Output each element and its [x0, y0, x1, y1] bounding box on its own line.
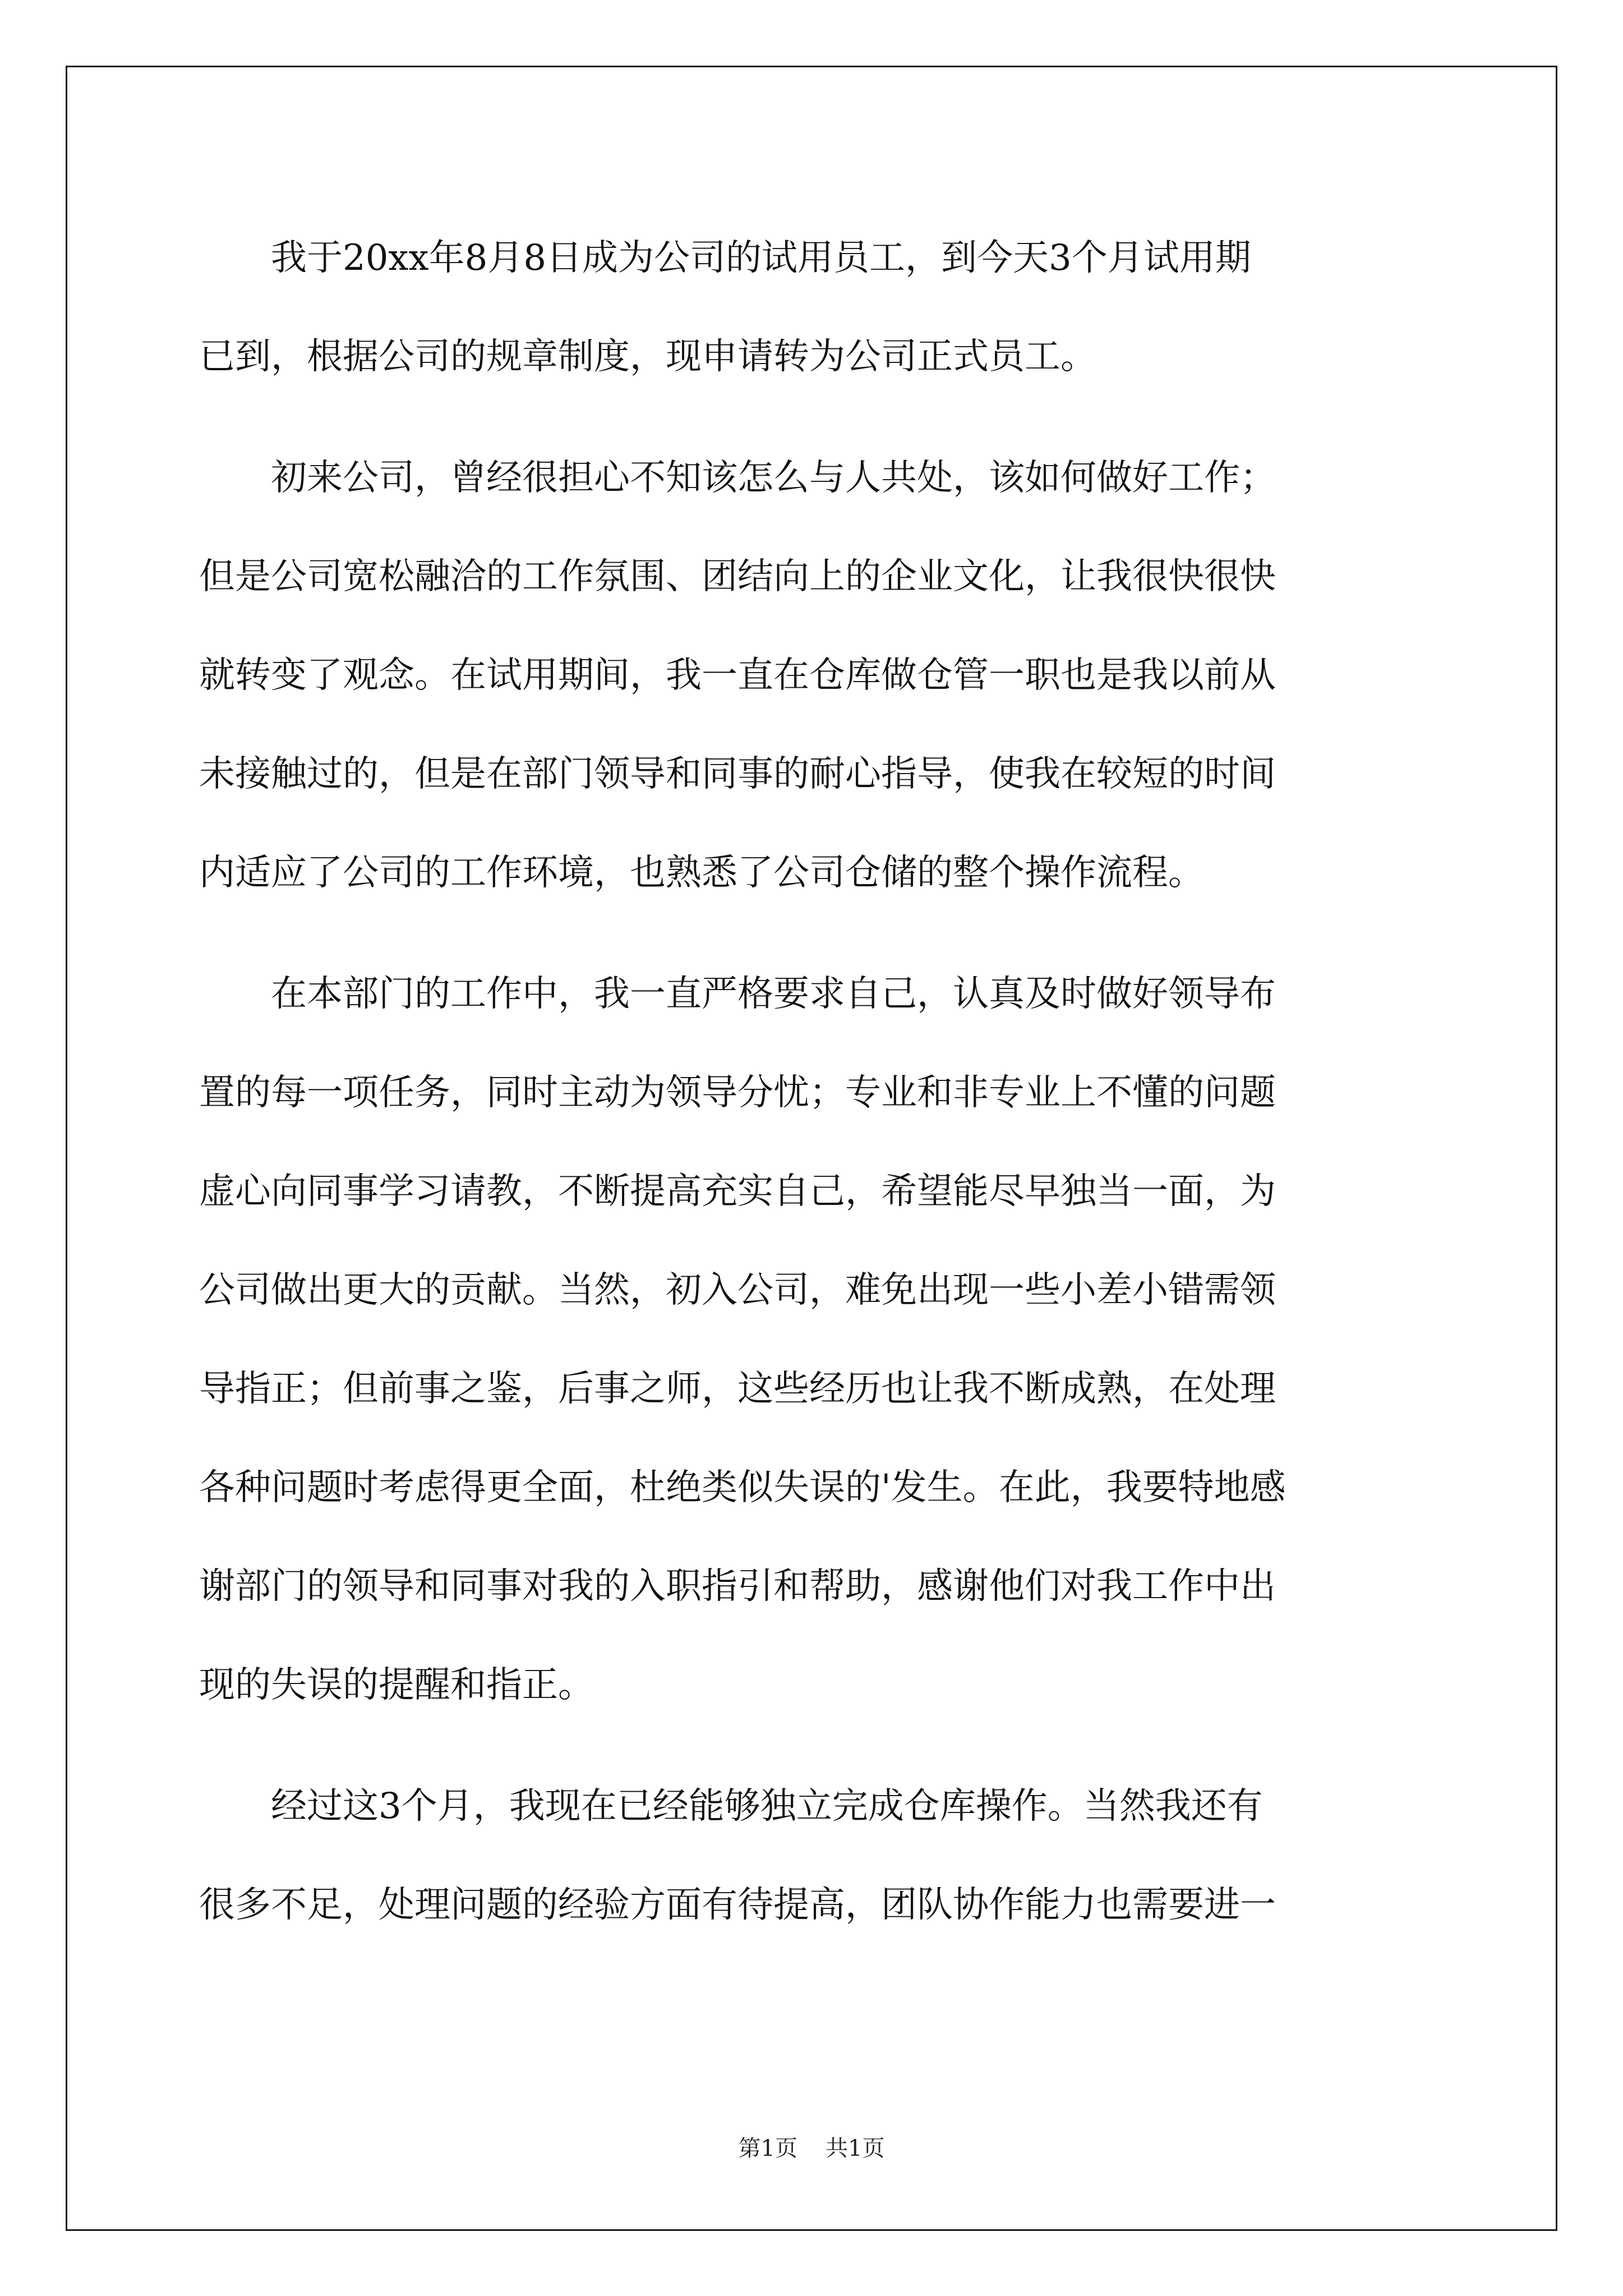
- page-total: 共1页: [826, 2136, 885, 2161]
- text-line: 未接触过的，但是在部门领导和同事的耐心指导，使我在较短的时间: [199, 753, 1276, 795]
- text-line: 各种问题时考虑得更全面，杜绝类似失误的'发生。在此，我要特地感: [199, 1467, 1286, 1508]
- text-line: 经过这3个月，我现在已经能够独立完成仓库操作。当然我还有: [199, 1786, 1263, 1827]
- text-line: 公司做出更大的贡献。当然，初入公司，难免出现一些小差小错需领: [199, 1269, 1276, 1311]
- text-line: 初来公司，曾经很担心不知该怎么与人共处，该如何做好工作；: [199, 457, 1276, 499]
- text-line: 导指正；但前事之鉴，后事之师，这些经历也让我不断成熟，在处理: [199, 1368, 1276, 1410]
- text-line: 已到，根据公司的规章制度，现申请转为公司正式员工。: [199, 336, 1096, 378]
- text-line: 现的失误的提醒和指正。: [199, 1664, 594, 1706]
- text-line: 但是公司宽松融洽的工作氛围、团结向上的企业文化，让我很快很快: [199, 556, 1276, 597]
- text-line: 很多不足，处理问题的经验方面有待提高，团队协作能力也需要进一: [199, 1884, 1276, 1926]
- paragraph-4: [199, 1757, 1425, 1954]
- text-line: 内适应了公司的工作环境，也熟悉了公司仓储的整个操作流程。: [199, 852, 1204, 894]
- text-line: 我于20xx年8月8日成为公司的试用员工，到今天3个月试用期: [199, 237, 1251, 279]
- paragraph-1: [199, 209, 1425, 406]
- paragraph-3: [199, 945, 1425, 1734]
- page-number: 第1页: [738, 2136, 797, 2161]
- text-line: 在本部门的工作中，我一直严格要求自己，认真及时做好领导布: [199, 973, 1276, 1015]
- page-footer: [0, 2132, 1623, 2165]
- text-line: 就转变了观念。在试用期间，我一直在仓库做仓管一职也是我以前从: [199, 655, 1276, 696]
- text-line: 虚心向同事学习请教，不断提高充实自己，希望能尽早独当一面，为: [199, 1171, 1276, 1212]
- text-line: 谢部门的领导和同事对我的入职指引和帮助，感谢他们对我工作中出: [199, 1566, 1276, 1607]
- text-line: 置的每一项任务，同时主动为领导分忧；专业和非专业上不懂的问题: [199, 1072, 1276, 1114]
- paragraph-2: [199, 429, 1425, 922]
- document-body: [199, 209, 1425, 1954]
